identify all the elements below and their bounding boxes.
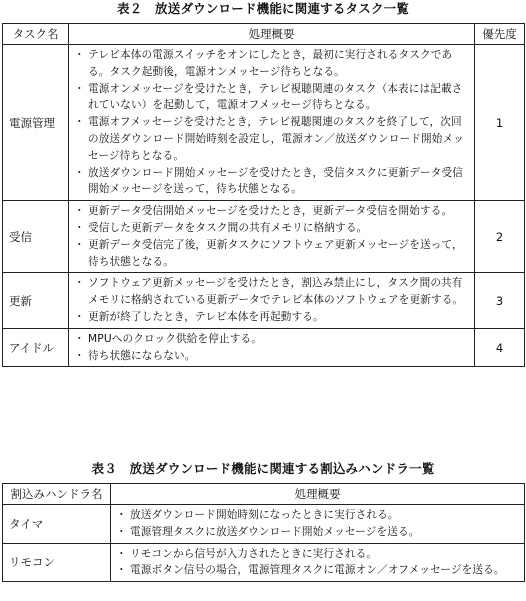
header-process-summary: 処理概要 bbox=[69, 24, 475, 45]
summary-item: ・ ソフトウェア更新メッセージを受けたとき，割込み禁止にし，タスク間の共有メモリに格納されている更新データでテレビ本体のソフトウェアを更新する。 bbox=[75, 275, 468, 309]
task-summary bbox=[69, 328, 475, 367]
task-name: アイドル bbox=[3, 328, 69, 367]
task-priority: 2 bbox=[475, 201, 525, 273]
summary-item: ・ 電源管理タスクに放送ダウンロード開始メッセージを送る。 bbox=[117, 524, 518, 541]
summary-item: ・ リモコンから信号が入力されたときに実行される。 bbox=[117, 546, 518, 563]
table3-caption: 表３ 放送ダウンロード機能に関連する割込みハンドラ一覧 bbox=[91, 461, 435, 476]
task-priority: 3 bbox=[475, 273, 525, 328]
summary-item: ・ 放送ダウンロード開始メッセージを受けたとき，受信タスクに更新データ受信開始メッセージを送って，待ち状態となる。 bbox=[75, 165, 468, 199]
task-table bbox=[2, 23, 525, 367]
task-row-idle bbox=[3, 328, 525, 367]
summary-item: ・ MPUへのクロック供給を停止する。 bbox=[75, 331, 468, 348]
task-summary bbox=[69, 45, 475, 201]
task-name: 受信 bbox=[3, 201, 69, 273]
header-handler-name: 割込みハンドラ名 bbox=[3, 484, 111, 505]
handler-name: タイマ bbox=[3, 505, 111, 544]
handler-summary bbox=[111, 543, 525, 582]
summary-item: ・ 電源オンメッセージを受けたとき，テレビ視聴関連のタスク（本表には記載されていない）を起動して，電源オフメッセージ待ちとなる。 bbox=[75, 81, 468, 115]
header-process-summary: 処理概要 bbox=[111, 484, 525, 505]
task-name: 電源管理 bbox=[3, 45, 69, 201]
task-row-receive bbox=[3, 201, 525, 273]
header-task-name: タスク名 bbox=[3, 24, 69, 45]
task-name: 更新 bbox=[3, 273, 69, 328]
header-priority: 優先度 bbox=[475, 24, 525, 45]
task-row-power bbox=[3, 45, 525, 201]
handler-row-remote bbox=[3, 543, 525, 582]
task-row-update bbox=[3, 273, 525, 328]
summary-item: ・ 更新データ受信開始メッセージを受けたとき，更新データ受信を開始する。 bbox=[75, 203, 468, 220]
task-table-header-row bbox=[3, 24, 525, 45]
task-summary bbox=[69, 273, 475, 328]
summary-item: ・ テレビ本体の電源スイッチをオンにしたとき，最初に実行されるタスクである。タスク起動後，電源オンメッセージ待ちとなる。 bbox=[75, 47, 468, 81]
summary-item: ・ 放送ダウンロード開始時刻になったときに実行される。 bbox=[117, 507, 518, 524]
task-priority: 1 bbox=[475, 45, 525, 201]
summary-item: ・ 待ち状態にならない。 bbox=[75, 348, 468, 365]
handler-row-timer bbox=[3, 505, 525, 544]
handler-table-header-row bbox=[3, 484, 525, 505]
summary-item: ・ 電源オフメッセージを受けたとき，テレビ視聴関連のタスクを終了して，次回の放送ダウンロード開始時刻を設定し，電源オン／放送ダウンロード開始メッセージ待ちとなる。 bbox=[75, 114, 468, 164]
task-summary bbox=[69, 201, 475, 273]
summary-item: ・ 更新が終了したとき，テレビ本体を再起動する。 bbox=[75, 309, 468, 326]
summary-item: ・ 更新データ受信完了後，更新タスクにソフトウェア更新メッセージを送って，待ち状態となる。 bbox=[75, 237, 468, 271]
summary-item: ・ 電源ボタン信号の場合，電源管理タスクに電源オン／オフメッセージを送る。 bbox=[117, 562, 518, 579]
handler-summary bbox=[111, 505, 525, 544]
handler-name: リモコン bbox=[3, 543, 111, 582]
summary-item: ・ 受信した更新データをタスク間の共有メモリに格納する。 bbox=[75, 220, 468, 237]
table2-caption: 表２ 放送ダウンロード機能に関連するタスク一覧 bbox=[116, 1, 410, 16]
interrupt-handler-table bbox=[2, 483, 525, 582]
task-priority: 4 bbox=[475, 328, 525, 367]
